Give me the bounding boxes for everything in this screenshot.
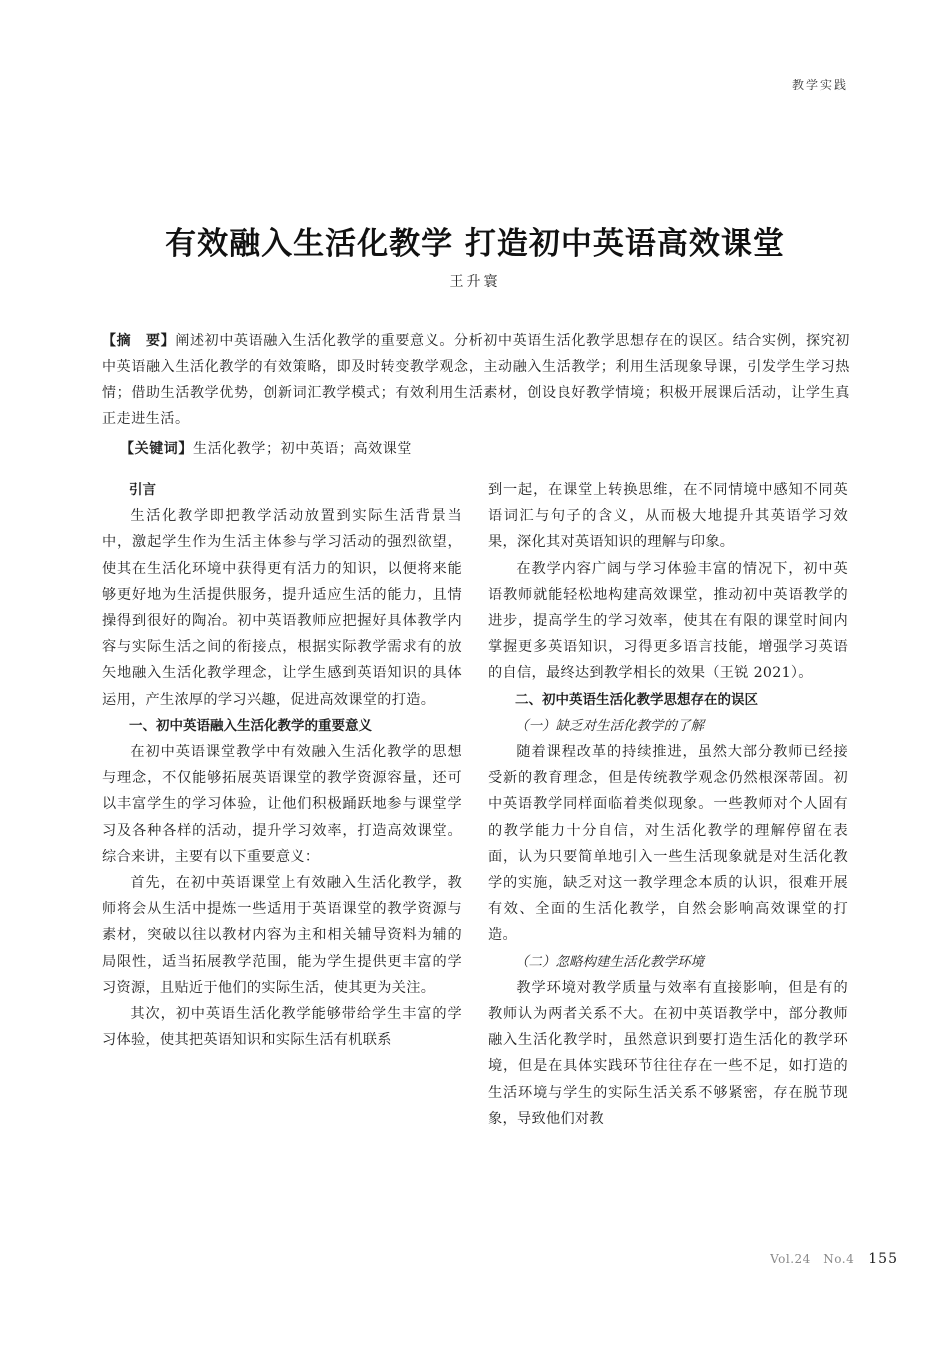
- author-name: 王升寰: [449, 274, 501, 290]
- abstract: [102, 328, 850, 432]
- keywords-label: 【关键词】: [120, 441, 193, 457]
- section-heading: 二、初中英语生活化教学思想存在的误区: [515, 691, 758, 708]
- body-paragraph: 在初中英语课堂教学中有效融入生活化教学的思想与理念，不仅能够拓展英语课堂的教学资源容量，还可以丰富学生的学习体验，让他们积极踊跃地参与课堂学习及各种各样的活动，提升学习效率，打造高效课堂。综合来讲，主要有以下重要意义：: [102, 744, 462, 865]
- page-number: 155: [868, 1251, 898, 1267]
- body-paragraph: 其次，初中英语生活化教学能够带给学生丰富的学习体验，使其把英语知识和实际生活有机联系: [102, 1006, 462, 1049]
- abstract-text: 阐述初中英语融入生活化教学的重要意义。分析初中英语生活化教学思想存在的误区。结合实例，探究初中英语融入生活化教学的有效策略，即及时转变教学观念，主动融入生活教学；利用生活现象导课，引发学生学习热情；借助生活教学优势，创新词汇教学模式；有效利用生活素材，创设良好教学情境；积极开展课后活动，让学生真正走进生活。: [102, 333, 850, 427]
- right-column: [488, 477, 848, 1132]
- intro-heading: 引言: [129, 482, 156, 498]
- body-paragraph: 生活化教学即把教学活动放置到实际生活背景当中，激起学生作为生活主体参与学习活动的强烈欲望，使其在生活化环境中获得更有活力的知识，以便将来能够更好地为生活提供服务，提升适应生活的能力，且情操得到很好的陶冶。初中英语教师应把握好具体教学内容与实际生活之间的衔接点，根据实际教学需求有的放矢地融入生活化教学理念，让学生感到英语知识的具体运用，产生浓厚的学习兴趣，促进高效课堂的打造。: [102, 508, 462, 708]
- keywords: [120, 436, 850, 462]
- body-paragraph: 随着课程改革的持续推进，虽然大部分教师已经接受新的教育理念，但是传统教学观念仍然根深蒂固。初中英语教学同样面临着类似现象。一些教师对个人固有的教学能力十分自信，对生活化教学的理解停留在表面，认为只要简单地引入一些生活现象就是对生活化教学的实施，缺乏对这一教学理念本质的认识，很难开展有效、全面的生活化教学，自然会影响高效课堂的打造。: [488, 744, 848, 944]
- subsection-heading: （二）忽略构建生活化教学环境: [515, 953, 704, 970]
- article-title: 有效融入生活化教学 打造初中英语高效课堂: [165, 226, 785, 262]
- abstract-label: 【摘 要】: [102, 333, 176, 349]
- volume-issue: Vol.24 No.4: [770, 1252, 855, 1266]
- section-label: 教学实践: [791, 78, 848, 92]
- subsection-heading: （一）缺乏对生活化教学的了解: [515, 717, 704, 734]
- keywords-text: 生活化教学；初中英语；高效课堂: [193, 441, 412, 457]
- page-footer: [770, 1250, 898, 1267]
- body-paragraph: 首先，在初中英语课堂上有效融入生活化教学，教师将会从生活中提炼一些适用于英语课堂的教学资源与素材，突破以往以教材内容为主和相关辅导资料为辅的局限性，适当拓展教学范围，能为学生提供更丰富的学习资源，且贴近于他们的实际生活，使其更为关注。: [102, 875, 462, 996]
- left-column: [102, 477, 462, 1053]
- body-paragraph: 在教学内容广阔与学习体验丰富的情况下，初中英语教师就能轻松地构建高效课堂，推动初中英语教学的进步，提高学生的学习效率，使其在有限的课堂时间内掌握更多英语知识，习得更多语言技能，增强学习英语的自信，最终达到教学相长的效果（王锐 2021）。: [488, 560, 848, 682]
- body-paragraph: 教学环境对教学质量与效率有直接影响，但是有的教师认为两者关系不大。在初中英语教学中，部分教师融入生活化教学时，虽然意识到要打造生活化的教学环境，但是在具体实践环节往往存在一些不足，如打造的生活环境与学生的实际生活关系不够紧密，存在脱节现象，导致他们对教: [488, 979, 848, 1127]
- section-heading: 一、初中英语融入生活化教学的重要意义: [129, 717, 372, 734]
- body-paragraph: 到一起，在课堂上转换思维，在不同情境中感知不同英语词汇与句子的含义，从而极大地提升其英语学习效果，深化其对英语知识的理解与印象。: [488, 482, 848, 551]
